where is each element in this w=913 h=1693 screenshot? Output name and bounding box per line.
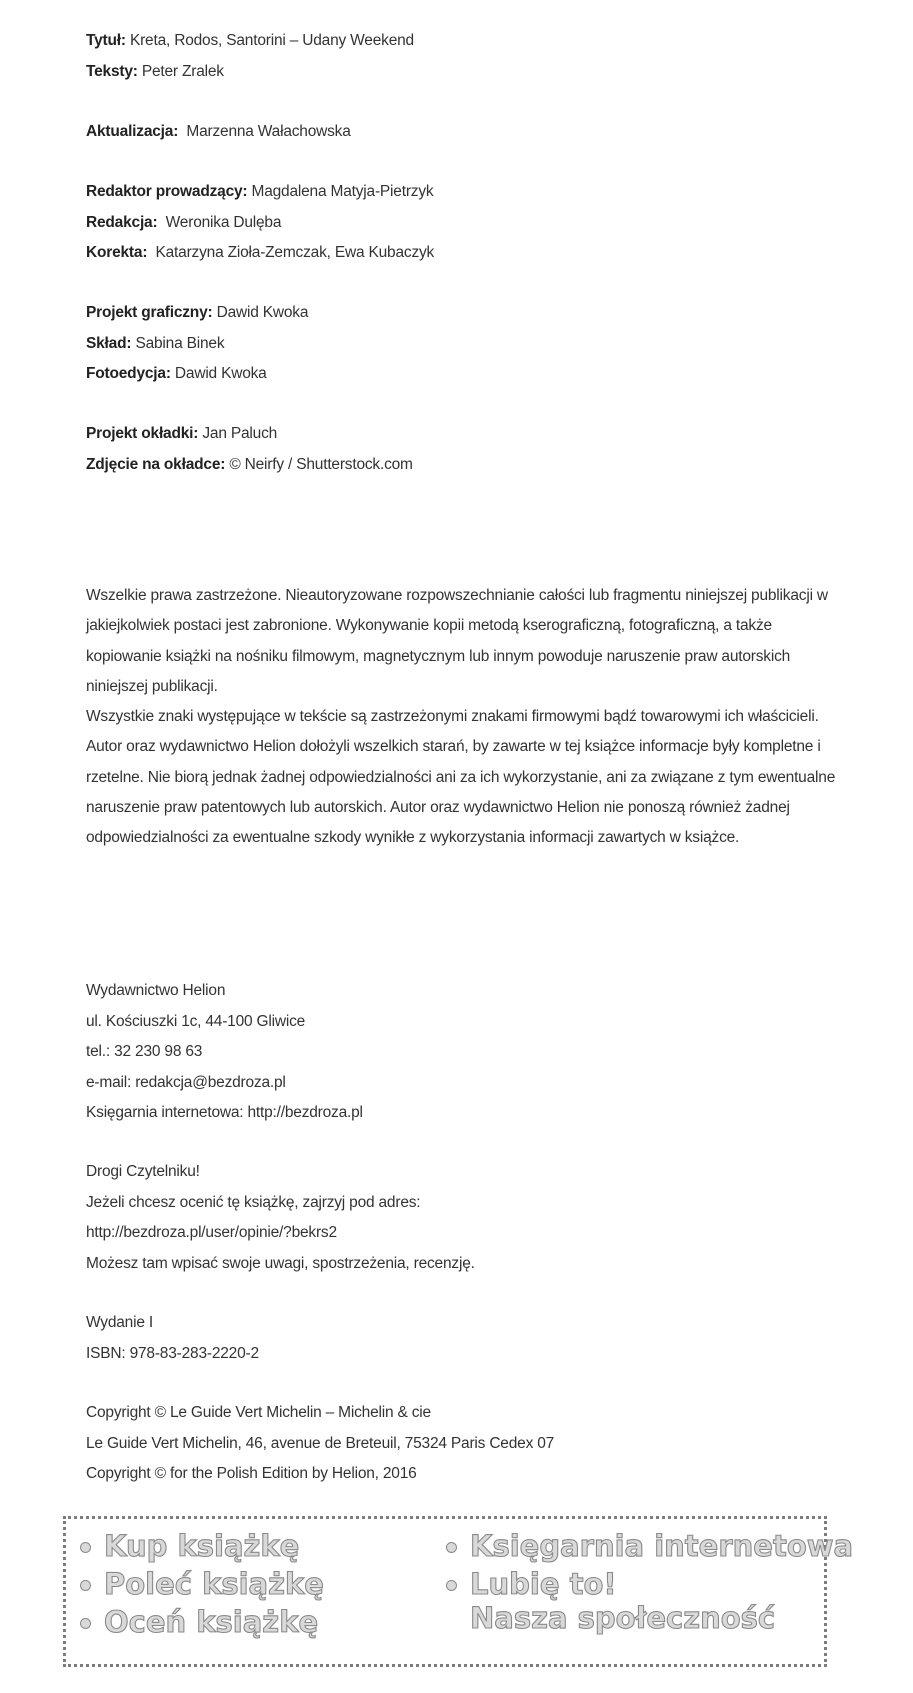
- link-label: Kup książkę: [104, 1529, 300, 1563]
- credit-value: Dawid Kwoka: [174, 365, 267, 382]
- credit-value: © Neirfy / Shutterstock.com: [229, 455, 413, 473]
- legal-paragraph: Wszelkie prawa zastrzeżone. Nieautoryzowane rozpowszechnianie całości lub fragmentu niniejszej publikacji w jakiejkolwiek postaci jest zabronione. Wykonywanie kopii metodą kserograficzną, fotograficzną, a także kopiowanie książki na nośniku filmowym, magnetycznym lub innym powoduje naruszenie praw autorskich niniejszej publikacji.: [86, 587, 828, 695]
- reader-line: Jeżeli chcesz ocenić tę książkę, zajrzyj pod adres:: [86, 1193, 421, 1211]
- community-link[interactable]: Nasza społeczność: [470, 1601, 776, 1635]
- credits-group-title: [86, 26, 846, 87]
- credit-value: Katarzyna Zioła-Zemczak, Ewa Kubaczyk: [155, 244, 435, 261]
- publisher-name: Wydawnictwo Helion: [86, 982, 226, 999]
- legal-notice: [86, 581, 846, 854]
- credit-label: Korekta:: [86, 244, 148, 261]
- links-column-left: [70, 1527, 324, 1641]
- credit-value: Sabina Binek: [135, 334, 225, 352]
- legal-paragraph: Wszystkie znaki występujące w tekście są zastrzeżonymi znakami firmowymi bądź towarowymi ich właścicieli.: [86, 708, 819, 726]
- credit-label: Projekt okładki:: [86, 425, 199, 442]
- credits-group-update: [86, 117, 846, 148]
- copyright-line: Copyright © Le Guide Vert Michelin – Michelin & cie: [86, 1404, 431, 1421]
- credit-line: [86, 57, 846, 88]
- credits-group-editorial: [86, 177, 846, 269]
- bullet-icon: [80, 1618, 91, 1629]
- bullet-icon: [446, 1580, 457, 1591]
- link-label: Poleć książkę: [104, 1567, 324, 1601]
- link-label: Księgarnia internetowa: [470, 1529, 854, 1563]
- credit-value: Peter Zralek: [141, 62, 224, 80]
- copyright-line: Copyright © for the Polish Edition by Helion, 2016: [86, 1465, 417, 1482]
- credit-label: Tytuł:: [86, 32, 126, 49]
- credits-group-cover: [86, 419, 846, 480]
- reader-greeting: Drogi Czytelniku!: [86, 1163, 200, 1180]
- publisher-email: e-mail: redakcja@bezdroza.pl: [86, 1073, 286, 1091]
- copyright-info: [86, 1398, 846, 1490]
- publisher-address: ul. Kościuszki 1c, 44-100 Gliwice: [86, 1012, 306, 1030]
- credit-label: Skład:: [86, 334, 132, 352]
- credit-line: [86, 359, 846, 390]
- credit-line: [86, 208, 846, 239]
- credit-label: Fotoedycja:: [86, 365, 171, 382]
- credit-label: Teksty:: [86, 62, 138, 80]
- credit-label: Redakcja:: [86, 213, 158, 231]
- publisher-phone: tel.: 32 230 98 63: [86, 1043, 203, 1060]
- credit-label: Redaktor prowadzący:: [86, 183, 248, 200]
- credit-line: [86, 450, 846, 481]
- like-link[interactable]: [436, 1565, 853, 1603]
- reader-note: [86, 1157, 846, 1279]
- edition-name: Wydanie I: [86, 1314, 153, 1331]
- bullet-icon: [80, 1542, 91, 1553]
- credit-value: Jan Paluch: [202, 425, 278, 442]
- credit-line: [86, 298, 846, 329]
- credit-line: [86, 177, 846, 208]
- links-column-right: [436, 1527, 853, 1633]
- publisher-contact: [86, 976, 846, 1129]
- credit-line: [86, 238, 846, 269]
- credit-line: [86, 26, 846, 57]
- credit-label: Aktualizacja:: [86, 123, 179, 140]
- link-label: Lubię to!: [470, 1567, 617, 1601]
- credit-value: Marzenna Wałachowska: [186, 123, 351, 140]
- credit-line: [86, 419, 846, 450]
- isbn: ISBN: 978-83-283-2220-2: [86, 1344, 259, 1362]
- reader-url: http://bezdroza.pl/user/opinie/?bekrs2: [86, 1224, 337, 1241]
- helion-links-box: [63, 1516, 854, 1667]
- credit-label: Projekt graficzny:: [86, 304, 213, 321]
- credit-value: Dawid Kwoka: [216, 304, 309, 321]
- credits-group-design: [86, 298, 846, 390]
- credit-line: [86, 117, 846, 148]
- bookstore-link[interactable]: [436, 1527, 853, 1565]
- credit-value: Kreta, Rodos, Santorini – Udany Weekend: [129, 32, 414, 49]
- bullet-icon: [80, 1580, 91, 1591]
- recommend-book-link[interactable]: [70, 1565, 324, 1603]
- legal-paragraph: Autor oraz wydawnictwo Helion dołożyli wszelkich starań, by zawarte w tej książce informacje były kompletne i rzetelne. Nie biorą jednak żadnej odpowiedzialności ani za ich wykorzystanie, ani za związane z tym ewentualne naruszenie praw patentowych lub autorskich. Autor oraz wydawnictwo Helion nie ponoszą również żadnej odpowiedzialności za ewentualne szkody wynikłe z wykorzystania informacji zawartych w książce.: [86, 738, 836, 847]
- copyright-line: Le Guide Vert Michelin, 46, avenue de Breteuil, 75324 Paris Cedex 07: [86, 1434, 555, 1452]
- buy-book-link[interactable]: [70, 1527, 324, 1565]
- credit-value: Magdalena Matyja-Pietrzyk: [251, 183, 434, 200]
- rate-book-link[interactable]: [70, 1603, 324, 1641]
- bullet-icon: [446, 1542, 457, 1553]
- edition-info: [86, 1308, 846, 1369]
- reader-line: Możesz tam wpisać swoje uwagi, spostrzeżenia, recenzję.: [86, 1254, 475, 1272]
- credit-line: [86, 329, 846, 360]
- link-label: Oceń książkę: [104, 1605, 319, 1639]
- credit-label: Zdjęcie na okładce:: [86, 455, 226, 473]
- credit-value: Weronika Dulęba: [165, 213, 282, 231]
- publisher-shop: Księgarnia internetowa: http://bezdroza.pl: [86, 1104, 363, 1121]
